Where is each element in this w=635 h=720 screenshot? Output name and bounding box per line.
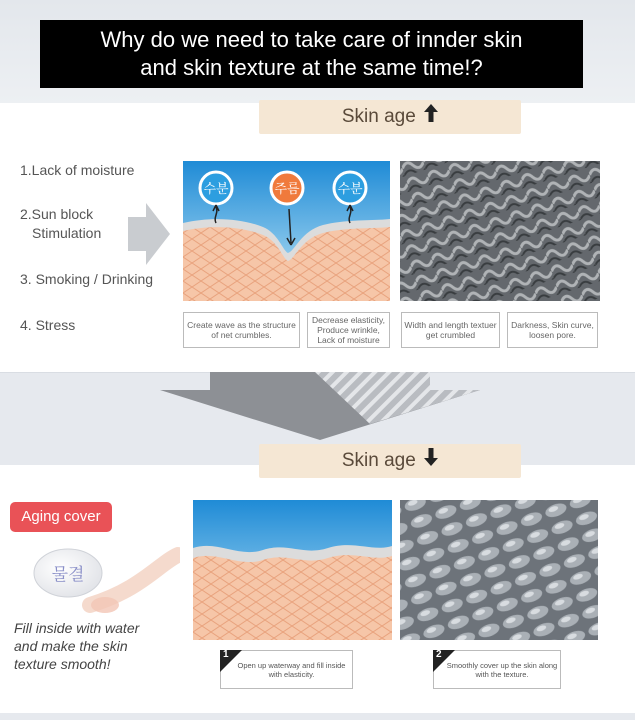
skin-age-down-tab [259, 444, 521, 478]
caption-darkness: Darkness, Skin curve, loosen pore. [507, 312, 598, 348]
bubble-2-label: 주름 [274, 182, 300, 197]
cause-sun-block [20, 205, 101, 243]
healthy-skin-illustration [193, 500, 392, 640]
water-bubble-icon [334, 172, 366, 204]
chevron-right-icon [128, 203, 170, 270]
skin-age-up-tab [259, 100, 521, 134]
fill-line-2: and make the skin [14, 638, 128, 654]
step-2-number: 2 [436, 649, 442, 660]
cause-sun-block-line2: Stimulation [32, 225, 102, 241]
caption-texture: Width and length textuer get crumbled [401, 312, 500, 348]
cause-sun-block-line1: 2.Sun block [20, 206, 94, 222]
skin-damage-illustration [183, 161, 390, 301]
skin-age-up-label: Skin age [341, 106, 416, 127]
drop-label: 물결 [51, 565, 85, 585]
aging-cover-badge: Aging cover [10, 502, 112, 532]
water-bubble-icon [200, 172, 232, 204]
cause-stress: 4. Stress [20, 317, 76, 333]
cause-smoking [20, 270, 159, 289]
wrinkle-bubble-icon [271, 172, 303, 204]
caption-elasticity: Decrease elasticity, Produce wrinkle, Lack of moisture [307, 312, 390, 348]
step-1-number: 1 [223, 649, 229, 660]
arrow-up-icon [424, 100, 438, 134]
cause-smoking-label: 3. Smoking / Drinking [20, 271, 154, 287]
skin-age-down-label: Skin age [341, 450, 416, 471]
step-2-box [433, 650, 561, 689]
fill-line-1: Fill inside with water [14, 620, 140, 636]
step-2-text: Smoothly cover up the skin along with the texture. [446, 660, 558, 679]
title-line-2: and skin texture at the same time!? [140, 55, 483, 80]
step-1-box [220, 650, 353, 689]
smooth-skin-photo [400, 500, 598, 640]
cause-moisture: 1.Lack of moisture [20, 162, 135, 178]
bubble-3-label: 수분 [337, 182, 363, 197]
bubble-1-label: 수분 [203, 182, 229, 197]
arrow-down-icon [424, 444, 438, 478]
transition-arrow-icon [160, 372, 480, 447]
caption-wave: Create wave as the structure of net crumbles. [183, 312, 300, 348]
fill-line-3: texture smooth! [14, 656, 111, 672]
page-title [40, 20, 583, 88]
step-1-text: Open up waterway and fill inside with elasticity. [237, 660, 346, 679]
fill-inside-text [14, 619, 184, 673]
title-line-1: Why do we need to take care of innder skin [100, 27, 523, 52]
damaged-skin-photo [400, 161, 600, 301]
water-drop-icon [30, 545, 180, 625]
